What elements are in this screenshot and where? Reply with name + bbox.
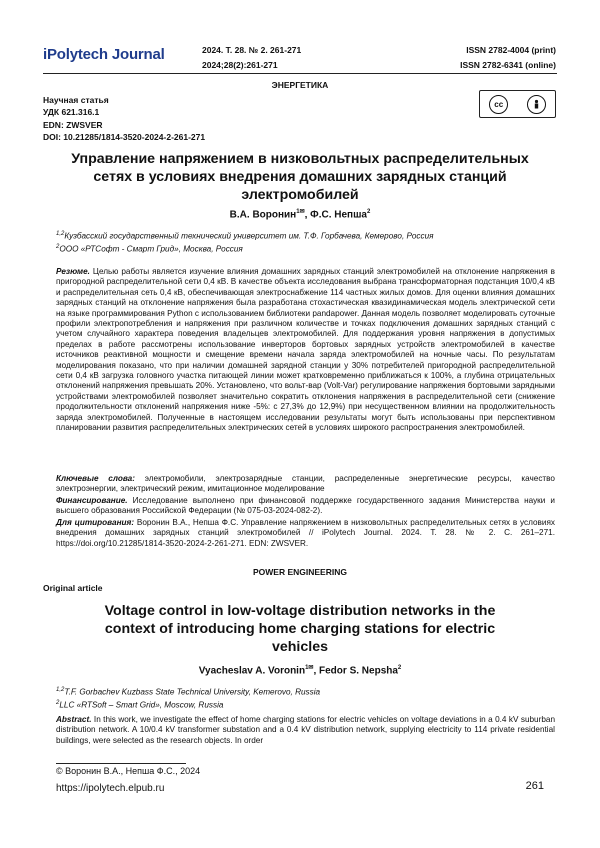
author-1[interactable]: В.А. Воронин xyxy=(229,209,297,221)
section-heading-ru: ЭНЕРГЕТИКА xyxy=(271,80,329,90)
journal-url-link[interactable]: https://ipolytech.elpub.ru xyxy=(56,783,165,794)
abstract-en xyxy=(56,715,555,746)
abstract-text: Целью работы является изучение влияния домашних зарядных станций электромобилей на отклонение напряжения в пригородной распределительной сети 0,4 кВ. В качестве объекта исследования выбрана трансформаторная подстанция 10/0,4 кВ и распределительная сеть 0,4 кВ, обеспечивающая электроснабжение 114 частных жилых домов. Для оценки влияния домашних зарядных станций на отклонение напряжения была разработана стохастическая квазидинамическая модель электрической сети на языке программирования Python с использованием библиотеки pandapower. Данная модель позволяет моделировать суточные профили электропотребления и напряжения при различном количестве и точках подключения домашних зарядных станций с учетом случайного характера поведения владельцев электромобилей. Для поддержания уровня напряжения в допустимых пределах в работе рассмотрены использование инверторов бортовых зарядных устройств электромобилей в качестве источников реактивной мощности и смещение времени начала заряда электромобилей на ночные часы. По результатам моделирования показано, что при наличии домашней зарядной станции у 30% потребителей пригородной распределительной сети 0,4 кВ загрузка головного участка питающей линии может кратковременно приближаться к 100%, а глубина отрицательных отклонений напряжения превышать 20%. Установлено, что вольт-вар (Volt-Var) регулирование напряжения бортовыми зарядными устройствами электромобилей позволяет значительно сократить отклонения напряжения в распределительной сети (снижение продолжительности отклонений напряжения ниже -5%: с 27,3% до 12,9%) при несущественном влиянии на продолжительность заряда электромобилей. Полученные в настоящем исследовании результаты могут быть использованы при перспективном планировании развития распределительных электрических сетей в условиях широкого распространения электромобилей. xyxy=(56,267,556,433)
affil-1-sup: 1,2 xyxy=(56,231,65,237)
author-1-sup: 1✉ xyxy=(296,209,305,215)
funding-label: Финансирование. xyxy=(56,496,128,505)
abstract-label: Резюме. xyxy=(56,267,90,276)
funding-text: Исследование выполнено при финансовой поддержке государственного задания Министерства науки и высшего образования Российской Федерации (№ 075-03-2024-082-2). xyxy=(56,496,555,516)
journal-logo: iPolytech Journal xyxy=(43,46,165,63)
affiliations-en xyxy=(56,685,320,710)
author-2[interactable]: Ф.С. Непша xyxy=(310,209,367,221)
page-number: 261 xyxy=(525,780,544,792)
author-1-en-sup: 1✉ xyxy=(305,665,314,671)
author-2-sup: 2 xyxy=(366,209,371,215)
article-type-en: Original article xyxy=(43,583,103,593)
abstract-ru xyxy=(56,267,555,434)
doi: DOI: 10.21285/1814-3520-2024-2-261-271 xyxy=(43,131,206,142)
affil-2: ООО «РТСофт - Смарт Грид», Москва, Россия xyxy=(59,244,243,254)
abstract-en-text: In this work, we investigate the effect of home charging stations for electric vehicles on voltage deviations in a 0.4 kV suburban distribution network. A 10/0.4 kV transformer substation and a 0.4 kV distribution network, supplying electricity to 114 private residential buildings, were selected as the research objects. In order xyxy=(56,715,555,745)
authors-ru xyxy=(0,208,600,220)
authors-en xyxy=(0,664,600,676)
edn: EDN: ZWSVER xyxy=(43,119,103,130)
article-title-en: Voltage control in low-voltage distribution networks in the context of introducing home charging stations for electric vehicles xyxy=(104,603,496,655)
udc: УДК 621.316.1 xyxy=(43,107,100,118)
affil-1: Кузбасский государственный технический университет им. Т.Ф. Горбачева, Кемерово, Россия xyxy=(64,231,434,241)
citation-ru xyxy=(56,518,555,549)
author-1-en[interactable]: Vyacheslav A. Voronin xyxy=(198,665,306,677)
cc-license-badge[interactable] xyxy=(479,90,556,118)
section-heading-en: POWER ENGINEERING xyxy=(253,567,347,577)
footnote-rule xyxy=(56,763,186,764)
issn-info xyxy=(460,43,556,73)
author-2-en-sup: 2 xyxy=(397,665,402,671)
article-title-ru: Управление напряжением в низковольтных распределительных сетях в условиях внедрения домашних зарядных станций электромобилей xyxy=(71,151,529,203)
funding-ru xyxy=(56,496,555,517)
keywords-text: электромобили, электрозарядные станции, распределенные энергетические ресурсы, качество электроэнергии, электрический режим, имитационное моделирование xyxy=(56,474,555,494)
citation-label: Для цитирования: xyxy=(56,518,135,527)
by-attribution-icon xyxy=(527,95,546,114)
issn-online: ISSN 2782-6341 (online) xyxy=(460,60,556,70)
author-sep-en: , xyxy=(313,665,320,677)
affiliations-ru xyxy=(56,229,434,254)
abstract-en-label: Abstract. xyxy=(56,715,92,724)
affil-2-en: LLC «RTSoft – Smart Grid», Moscow, Russia xyxy=(59,700,224,710)
issue-ru: 2024. Т. 28. № 2. 261-271 xyxy=(202,45,302,55)
issn-print: ISSN 2782-4004 (print) xyxy=(466,45,556,55)
affil-2-sup: 2 xyxy=(56,243,60,250)
article-meta xyxy=(43,94,205,143)
affil-2-en-sup: 2 xyxy=(56,699,60,706)
keywords-ru xyxy=(56,474,555,495)
issue-info xyxy=(202,43,301,73)
copyright: © Воронин В.А., Непша Ф.С., 2024 xyxy=(56,766,201,776)
affil-1-en: T.F. Gorbachev Kuzbass State Technical University, Kemerovo, Russia xyxy=(64,687,321,697)
issue-en: 2024;28(2):261-271 xyxy=(202,60,278,70)
author-2-en[interactable]: Fedor S. Nepsha xyxy=(319,665,398,677)
keywords-label: Ключевые слова: xyxy=(56,474,135,483)
header-rule xyxy=(43,73,557,74)
citation-text: Воронин В.А., Непша Ф.С. Управление напряжением в низковольтных распределительных сетях в условиях внедрения домашних зарядных станций электромобилей // iPolytech Journal. 2024. Т. 28. № 2. С. 261–271. https://doi.org/10.21285/1814-3520-2024-2-261-271. EDN: ZWSVER. xyxy=(56,518,555,548)
cc-icon: cc xyxy=(489,95,508,114)
article-type: Научная статья xyxy=(43,95,109,105)
author-sep: , xyxy=(304,209,311,221)
affil-1-en-sup: 1,2 xyxy=(56,687,65,693)
